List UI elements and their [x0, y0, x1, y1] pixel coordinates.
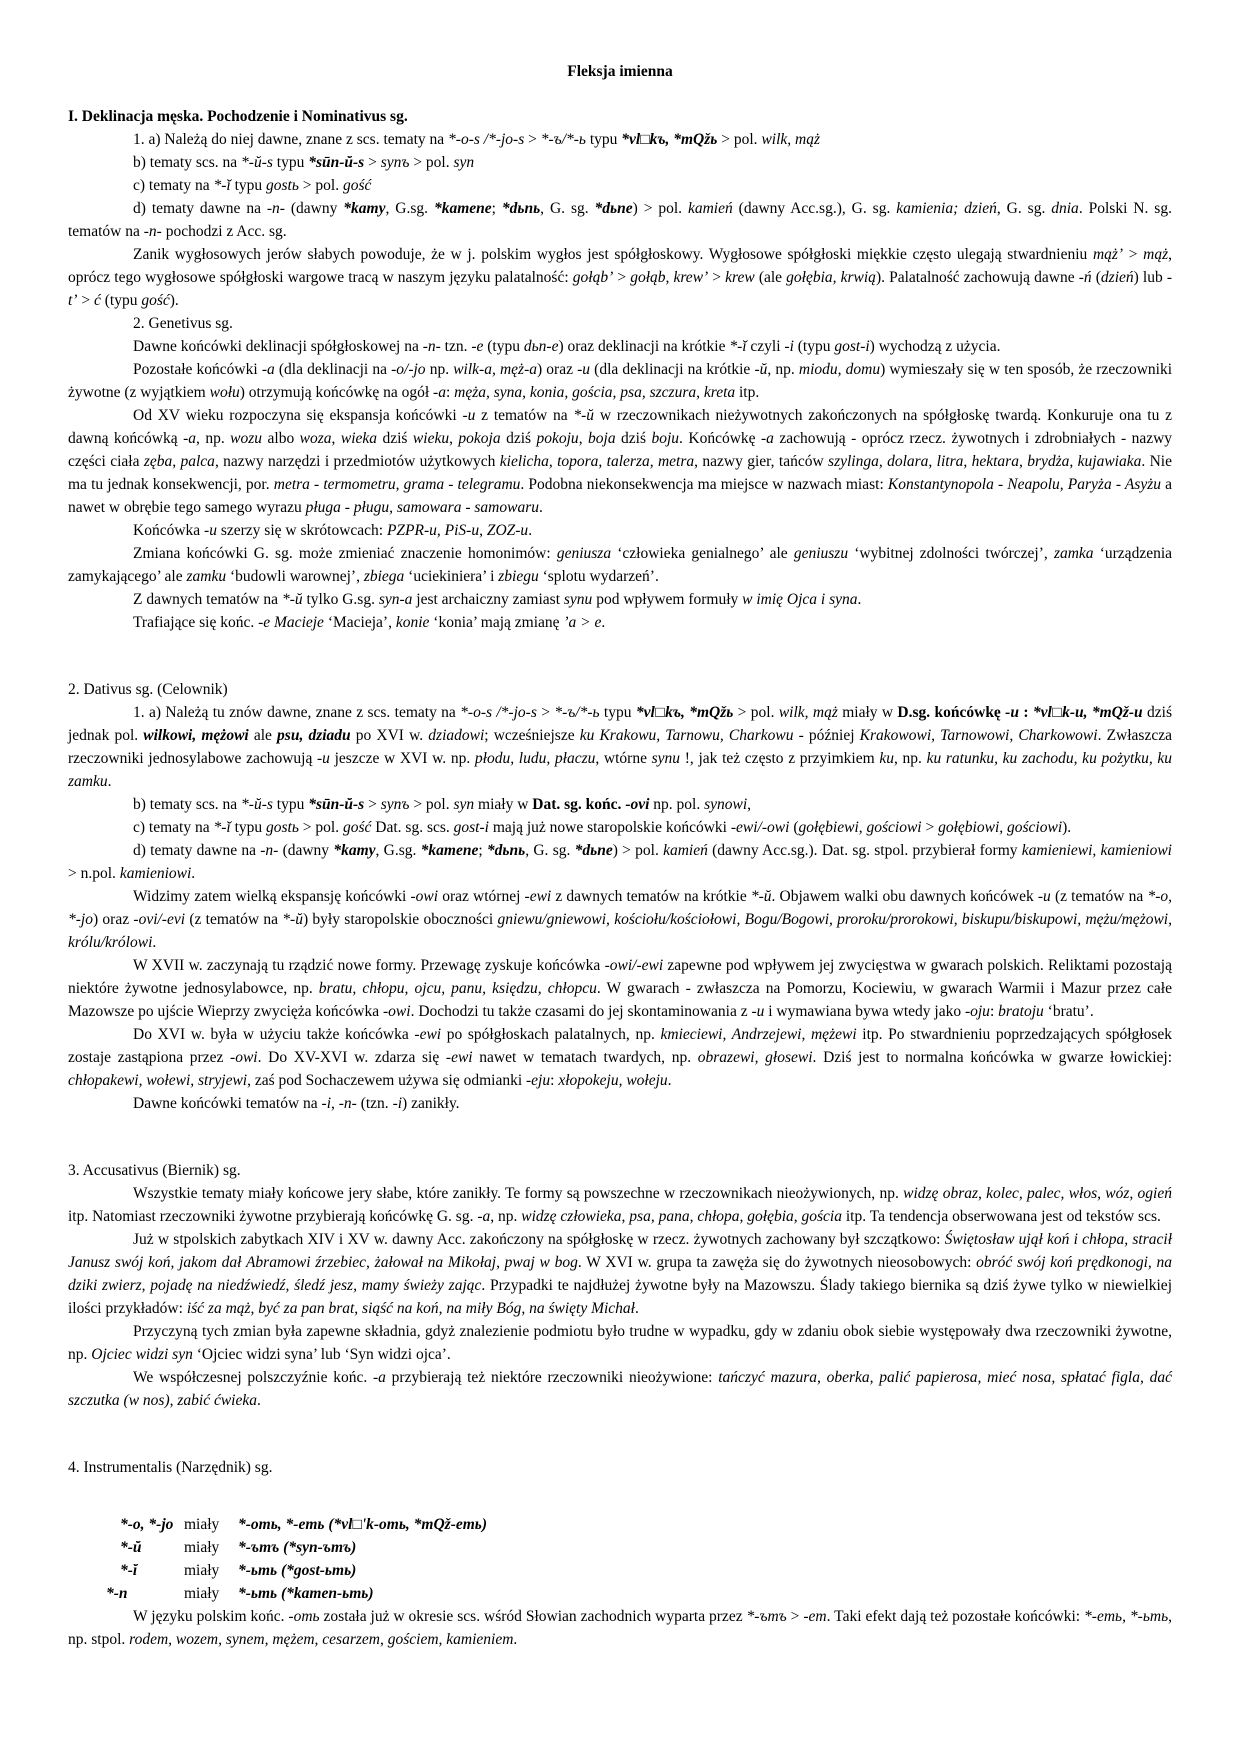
paragraph: Dawne końcówki tematów na -i, -n- (tzn. -i) zanikły.: [133, 1095, 460, 1112]
paragraph: Do XVI w. była w użyciu także końcówka -ewi po spółgłoskach palatalnych, np. kmieciewi, Andrzejewi, mężewi itp. Po stwardnieniu poprzedzających spółgłosek zostaje zastąpiona przez -owi. Do XV-XVI w. zdarza się -ewi nawet w tematach twardych, np. obrazewi, głosewi. Dziś jest to normalna końcówka w gwarze łowickiej: chłopakewi, wołewi, stryjewi, zaś pod Sochaczewem używa się odmianki -eju: xłopokeju, wołeju.: [68, 1026, 1173, 1089]
ending-label: *-ъmъ (*syn-ъmъ): [238, 1539, 357, 1556]
stem-label: *-n: [106, 1585, 128, 1602]
document-content: [68, 105, 1172, 1651]
paragraph: Przyczyną tych zmian była zapewne składnia, gdyż znalezienie podmiotu było trudne w wypadku, gdy w zdaniu obok siebie występowały dwa rzeczowniki żywotne, np. Ojciec widzi syn ‘Ojciec widzi syna’ lub ‘Syn widzi ojca’.: [68, 1323, 1172, 1363]
verb-label: miały: [184, 1562, 220, 1579]
verb-label: miały: [184, 1539, 220, 1556]
inst-row: [120, 1559, 1172, 1582]
paragraph: Wszystkie tematy miały końcowe jery słabe, które zanikły. Te formy są powszechne w rzeczownikach nieożywionych, np. widzę obraz, kolec, palec, włos, wóz, ogień itp. Natomiast rzeczowniki żywotne przybierają końcówkę G. sg. -a, np. widzę człowieka, psa, pana, chłopa, gołębia, gościa itp. Ta tendencja obserwowana jest od tekstów scs.: [68, 1185, 1172, 1225]
paragraph: Zanik wygłosowych jerów słabych powoduje, że w j. polskim wygłos jest spółgłoskowy. Wygłosowe spółgłoski miękkie często ulegają stwardnieniu mąż’ > mąż, oprócz tego wygłosowe spółgłoski wargowe tracą w naszym języku palatalność: gołąb’ > gołąb, krew’ > krew (ale gołębia, krwią). Palatalność zachowują dawne -ń (dzień) lub -t’ > ć (typu gość).: [68, 246, 1172, 309]
paragraph: Już w stpolskich zabytkach XIV i XV w. dawny Acc. zakończony na spółgłoskę w rzecz. żywotnych zachowany był szczątkowo: Świętosław ujął koń i chłopa, stracił Janusz swój koń, jakom dał Abramowi źrzebiec, żałował na Mikołaj, pwaj w bog. W XVI w. grupa ta zawęża się do żywotnych nieosobowych: obróć swój koń prędkonogi, na dziki zwierz, pojadę na niedźwiedź, śledź jesz, mamy świeży zając. Przypadki te najdłużej żywotne były na Mazowszu. Ślady takiego biernika są dziś żywe tylko w niewielkiej ilości przykładów: iść za mąż, być za pan brat, siąść na koń, na miły Bóg, na święty Michał.: [68, 1231, 1172, 1317]
stem-label: *-o, *-jo: [120, 1516, 174, 1533]
section-heading: 4. Instrumentalis (Narzędnik) sg.: [68, 1459, 273, 1476]
ending-label: *-ьmь (*kamen-ьmь): [238, 1585, 374, 1602]
stem-label: *-ŭ: [120, 1539, 142, 1556]
paragraph: 2. Genetivus sg.: [133, 315, 233, 332]
inst-row: [106, 1582, 1172, 1605]
paragraph: Pozostałe końcówki -a (dla deklinacji na -o/-jo np. wilk-a, męż-a) oraz -u (dla deklinacji na krótkie -ŭ, np. miodu, domu) wymieszały się w ten sposób, że rzeczowniki żywotne (z wyjątkiem wołu) otrzymują końcówkę na ogół -a: męża, syna, konia, gościa, psa, szczura, kreta itp.: [68, 361, 1173, 401]
paragraph: Od XV wieku rozpoczyna się ekspansja końcówki -u z tematów na *-ŭ w rzeczownikach nieżywotnych zakończonych na spółgłoskę twardą. Konkuruje ona tu z dawną końcówką -a, np. wozu albo woza, wieka dziś wieku, pokoja dziś pokoju, boja dziś boju. Końcówkę -a zachowują - oprócz rzecz. żywotnych i zdrobniałych - nazwy części ciała zęba, palca, nazwy narzędzi i przedmiotów użytkowych kielicha, topora, talerza, metra, nazwy gier, tańców szylinga, dolara, litra, hektara, brydża, kujawiaka. Nie ma tu jednak konsekwencji, por. metra - termometru, grama - telegramu. Podobna niekonsekwencja ma miejsce w nazwach miast: Konstantynopola - Neapolu, Paryża - Asyżu a nawet w obrębie tego samego wyrazu pługa - pługu, samowara - samowaru.: [68, 407, 1173, 516]
page-title: Fleksja imienna: [567, 63, 673, 80]
paragraph: c) tematy na *-ĭ typu gostь > pol. gość: [133, 177, 372, 194]
paragraph: 1. a) Należą tu znów dawne, znane z scs. tematy na *-o-s /*-jo-s > *-ъ/*-ь typu *vl□kъ, *mQžь > pol. wilk, mąż miały w D.sg. końcówkę -u : *vl□k-u, *mQž-u dziś jednak pol. wilkowi, mężowi ale psu, dziadu po XVI w. dziadowi; wcześniejsze ku Krakowu, Tarnowu, Charkowu - później Krakowowi, Tarnowowi, Charkowowi. Zwłaszcza rzeczowniki jednosylabowe zachowują -u jeszcze w XVI w. np. płodu, ludu, płaczu, wtórne synu !, jak też często z przyimkiem ku, np. ku ratunku, ku zachodu, ku pożytku, ku zamku.: [68, 704, 1173, 790]
paragraph: We współczesnej polszczyźnie końc. -a przybierają też niektóre rzeczowniki nieożywione: tańczyć mazura, oberka, palić papierosa, mieć nosa, spłatać figla, dać szczutka (w nos), zabić ćwieka.: [68, 1369, 1172, 1409]
paragraph: Z dawnych tematów na *-ŭ tylko G.sg. syn-a jest archaiczny zamiast synu pod wpływem formuły w imię Ojca i syna.: [133, 591, 862, 608]
paragraph: W języku polskim końc. -omь została już w okresie scs. wśród Słowian zachodnich wyparta przez *-ъmъ > -em. Taki efekt dają też pozostałe końcówki: *-emь, *-ьmь, np. stpol. rodem, wozem, synem, mężem, cesarzem, gościem, kamieniem.: [68, 1608, 1172, 1648]
main-section-heading: I. Deklinacja męska. Pochodzenie i Nominativus sg.: [68, 108, 408, 125]
section-heading: 2. Dativus sg. (Celownik): [68, 681, 228, 698]
paragraph: 1. a) Należą do niej dawne, znane z scs. tematy na *-o-s /*-jo-s > *-ъ/*-ь typu *vl□kъ, *mQžь > pol. wilk, mąż: [133, 131, 820, 148]
ending-label: *-omь, *-emь (*vl□'k-omь, *mQž-emь): [238, 1516, 488, 1533]
inst-row: [120, 1513, 1172, 1536]
paragraph: Zmiana końcówki G. sg. może zmieniać znaczenie homonimów: geniusza ‘człowieka genialnego’ ale geniuszu ‘wybitnej zdolności twórczej’, zamka ‘urządzenia zamykającego’ ale zamku ‘budowli warownej’, zbiega ‘uciekiniera’ i zbiegu ‘splotu wydarzeń’.: [68, 545, 1173, 585]
paragraph: W XVII w. zaczynają tu rządzić nowe formy. Przewagę zyskuje końcówka -owi/-ewi zapewne pod wpływem jej zwycięstwa w gwarach polskich. Reliktami pozostają niektóre żywotne jednosylabowce, np. bratu, chłopu, ojcu, panu, księdzu, chłopcu. W gwarach - zwłaszcza na Pomorzu, Kociewiu, w gwarach Warmii i Mazur przez całe Mazowsze po ujście Wieprzy zwycięża końcówka -owi. Dochodzi tu także czasami do jej skontaminowania z -u i wymawiana bywa wtedy jako -oju: bratoju ‘bratu’.: [68, 957, 1172, 1020]
paragraph: Końcówka -u szerzy się w skrótowcach: PZPR-u, PiS-u, ZOZ-u.: [133, 522, 533, 539]
paragraph: b) tematy scs. na *-ŭ-s typu *sūn-ŭ-s > synъ > pol. syn: [133, 154, 475, 171]
inst-row: [120, 1536, 1172, 1559]
ending-label: *-ьmь (*gost-ьmь): [238, 1562, 357, 1579]
paragraph: c) tematy na *-ĭ typu gostь > pol. gość Dat. sg. scs. gost-i mają już nowe staropolskie końcówki -ewi/-owi (gołębiewi, gościowi > gołębiowi, gościowi).: [133, 819, 1072, 836]
paragraph: Widzimy zatem wielką ekspansję końcówki -owi oraz wtórnej -ewi z dawnych tematów na krótkie *-ŭ. Objawem walki obu dawnych końcówek -u (z tematów na *-o, *-jo) oraz -ovi/-evi (z tematów na *-ŭ) były staropolskie oboczności gniewu/gniewowi, kościołu/kościołowi, Bogu/Bogowi, proroku/prorokowi, biskupu/biskupowi, mężu/mężowi, królu/królowi.: [68, 888, 1172, 951]
paragraph: Dawne końcówki deklinacji spółgłoskowej na -n- tzn. -e (typu dьn-e) oraz deklinacji na krótkie *-ĭ czyli -i (typu gost-i) wychodzą z użycia.: [133, 338, 1001, 355]
paragraph: d) tematy dawne na -n- (dawny *kamy, G.sg. *kamene; *dьnь, G. sg. *dьne) > pol. kamień (dawny Acc.sg.), G. sg. kamienia; dzień, G. sg. dnia. Polski N. sg. tematów na -n- pochodzi z Acc. sg.: [68, 200, 1172, 240]
stem-label: *-ĭ: [120, 1562, 138, 1579]
section-heading: 3. Accusativus (Biernik) sg.: [68, 1162, 241, 1179]
verb-label: miały: [184, 1516, 220, 1533]
paragraph: b) tematy scs. na *-ŭ-s typu *sūn-ŭ-s > synъ > pol. syn miały w Dat. sg. końc. -ovi np. pol. synowi,: [133, 796, 752, 813]
verb-label: miały: [184, 1585, 220, 1602]
instrumental-endings-table: [106, 1513, 1172, 1605]
paragraph: Trafiające się końc. -e Macieje ‘Macieja’, konie ‘konia’ mają zmianę ’a > e.: [133, 614, 606, 631]
paragraph: d) tematy dawne na -n- (dawny *kamy, G.sg. *kamene; *dьnь, G. sg. *dьne) > pol. kamień (dawny Acc.sg.). Dat. sg. stpol. przybierał formy kamieniewi, kamieniowi > n.pol. kamieniowi.: [68, 842, 1172, 882]
